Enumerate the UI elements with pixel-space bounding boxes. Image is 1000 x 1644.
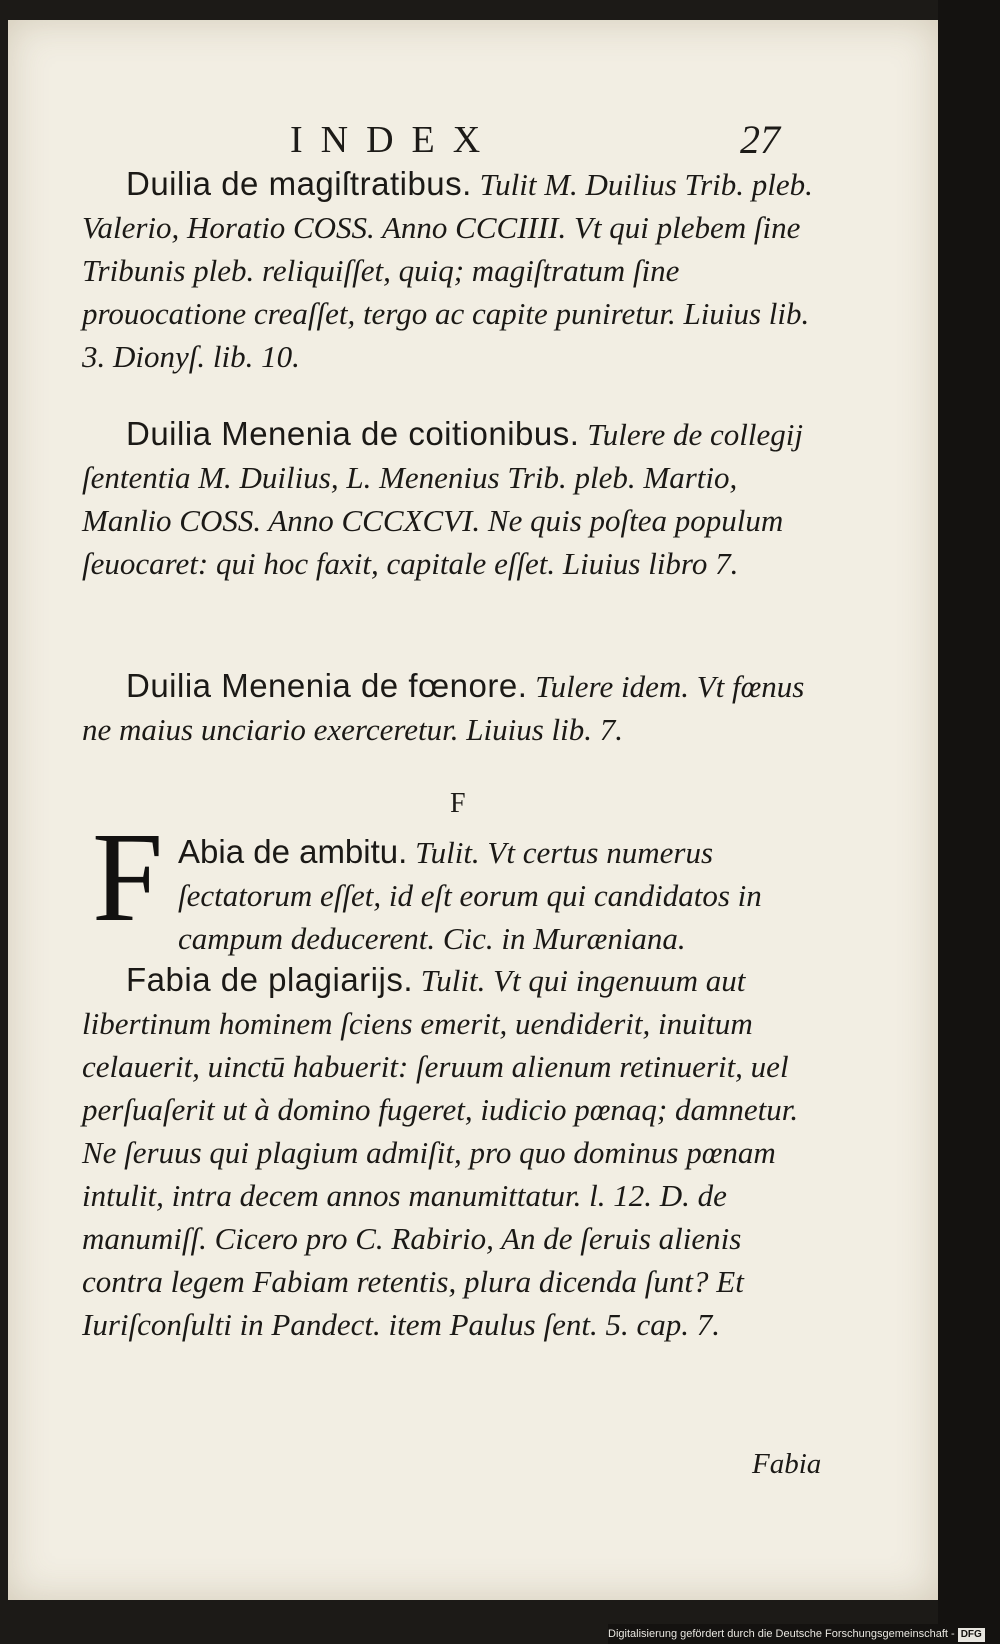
entry-title: Duilia de magiſtratibus. xyxy=(126,165,472,202)
digitization-credit xyxy=(608,1624,1000,1644)
credit-text: Digitalisierung gefördert durch die Deutsche Forschungsgemeinschaft - xyxy=(608,1628,955,1640)
dfg-logo: DFG xyxy=(958,1628,985,1642)
catchword: Fabia xyxy=(752,1448,822,1480)
entry-body: Tulit. Vt qui ingenuum aut libertinum hominem ſciens emerit, uendiderit, inuitum celauerit, uinctū habuerit: ſeruum alienum retinuerit, uel perſuaſerit ut à domino fugeret, iudicio pœnaq; damnetur. Ne ſeruus qui plagium admiſit, pro quo dominus pœnam intulit, intra decem annos manumittatur. l. 12. D. de manumiſſ. Cicero pro C. Rabirio, An de ſeruis alienis contra legem Fabiam retentis, plura dicenda ſunt? Et Iuriſconſulti in Pandect. item Paulus ſent. 5. cap. 7. xyxy=(82,963,799,1342)
entry-body: Tulere de collegij ſententia M. Duilius, L. Menenius Trib. pleb. Martio, Manlio COSS. Anno CCCXCVI. Ne quis poſtea populum ſeuocaret: qui hoc faxit, capitale eſſet. Liuius libro 7. xyxy=(82,417,803,581)
entry-title: Abia de ambitu. xyxy=(178,833,408,870)
section-letter: F xyxy=(450,788,466,819)
entry-duilia-menenia-coitionibus xyxy=(82,412,822,585)
entry-duilia-magistratibus xyxy=(82,162,822,378)
entry-title: Fabia de plagiarijs. xyxy=(126,961,413,998)
entry-body: Tulit M. Duilius Trib. pleb. Valerio, Horatio COSS. Anno CCCIIII. Vt qui plebem ſine Tribunis pleb. reliquiſſet, quiq; magiſtratum ſine prouocatione creaſſet, tergo ac capite puniretur. Liuius lib. 3. Dionyſ. lib. 10. xyxy=(82,167,813,374)
entry-title: Duilia Menenia de fœnore. xyxy=(126,667,528,704)
drop-cap-initial: F xyxy=(92,806,164,948)
page-number: 27 xyxy=(740,117,780,162)
entry-duilia-menenia-foenore xyxy=(82,664,822,751)
entry-body: Tulere idem. Vt fœnus ne maius unciario exerceretur. Liuius lib. 7. xyxy=(82,669,805,747)
entry-body: Tulit. Vt certus numerus ſectatorum eſſet, id eſt eorum qui candidatos in campum deducerent. Cic. in Muræniana. xyxy=(178,835,762,956)
entry-title: Duilia Menenia de coitionibus. xyxy=(126,415,580,452)
scan-border xyxy=(938,0,1000,1644)
entry-fabia-ambitu xyxy=(178,830,828,960)
running-title: INDEX xyxy=(290,119,499,161)
entry-fabia-plagiarijs xyxy=(82,958,822,1346)
